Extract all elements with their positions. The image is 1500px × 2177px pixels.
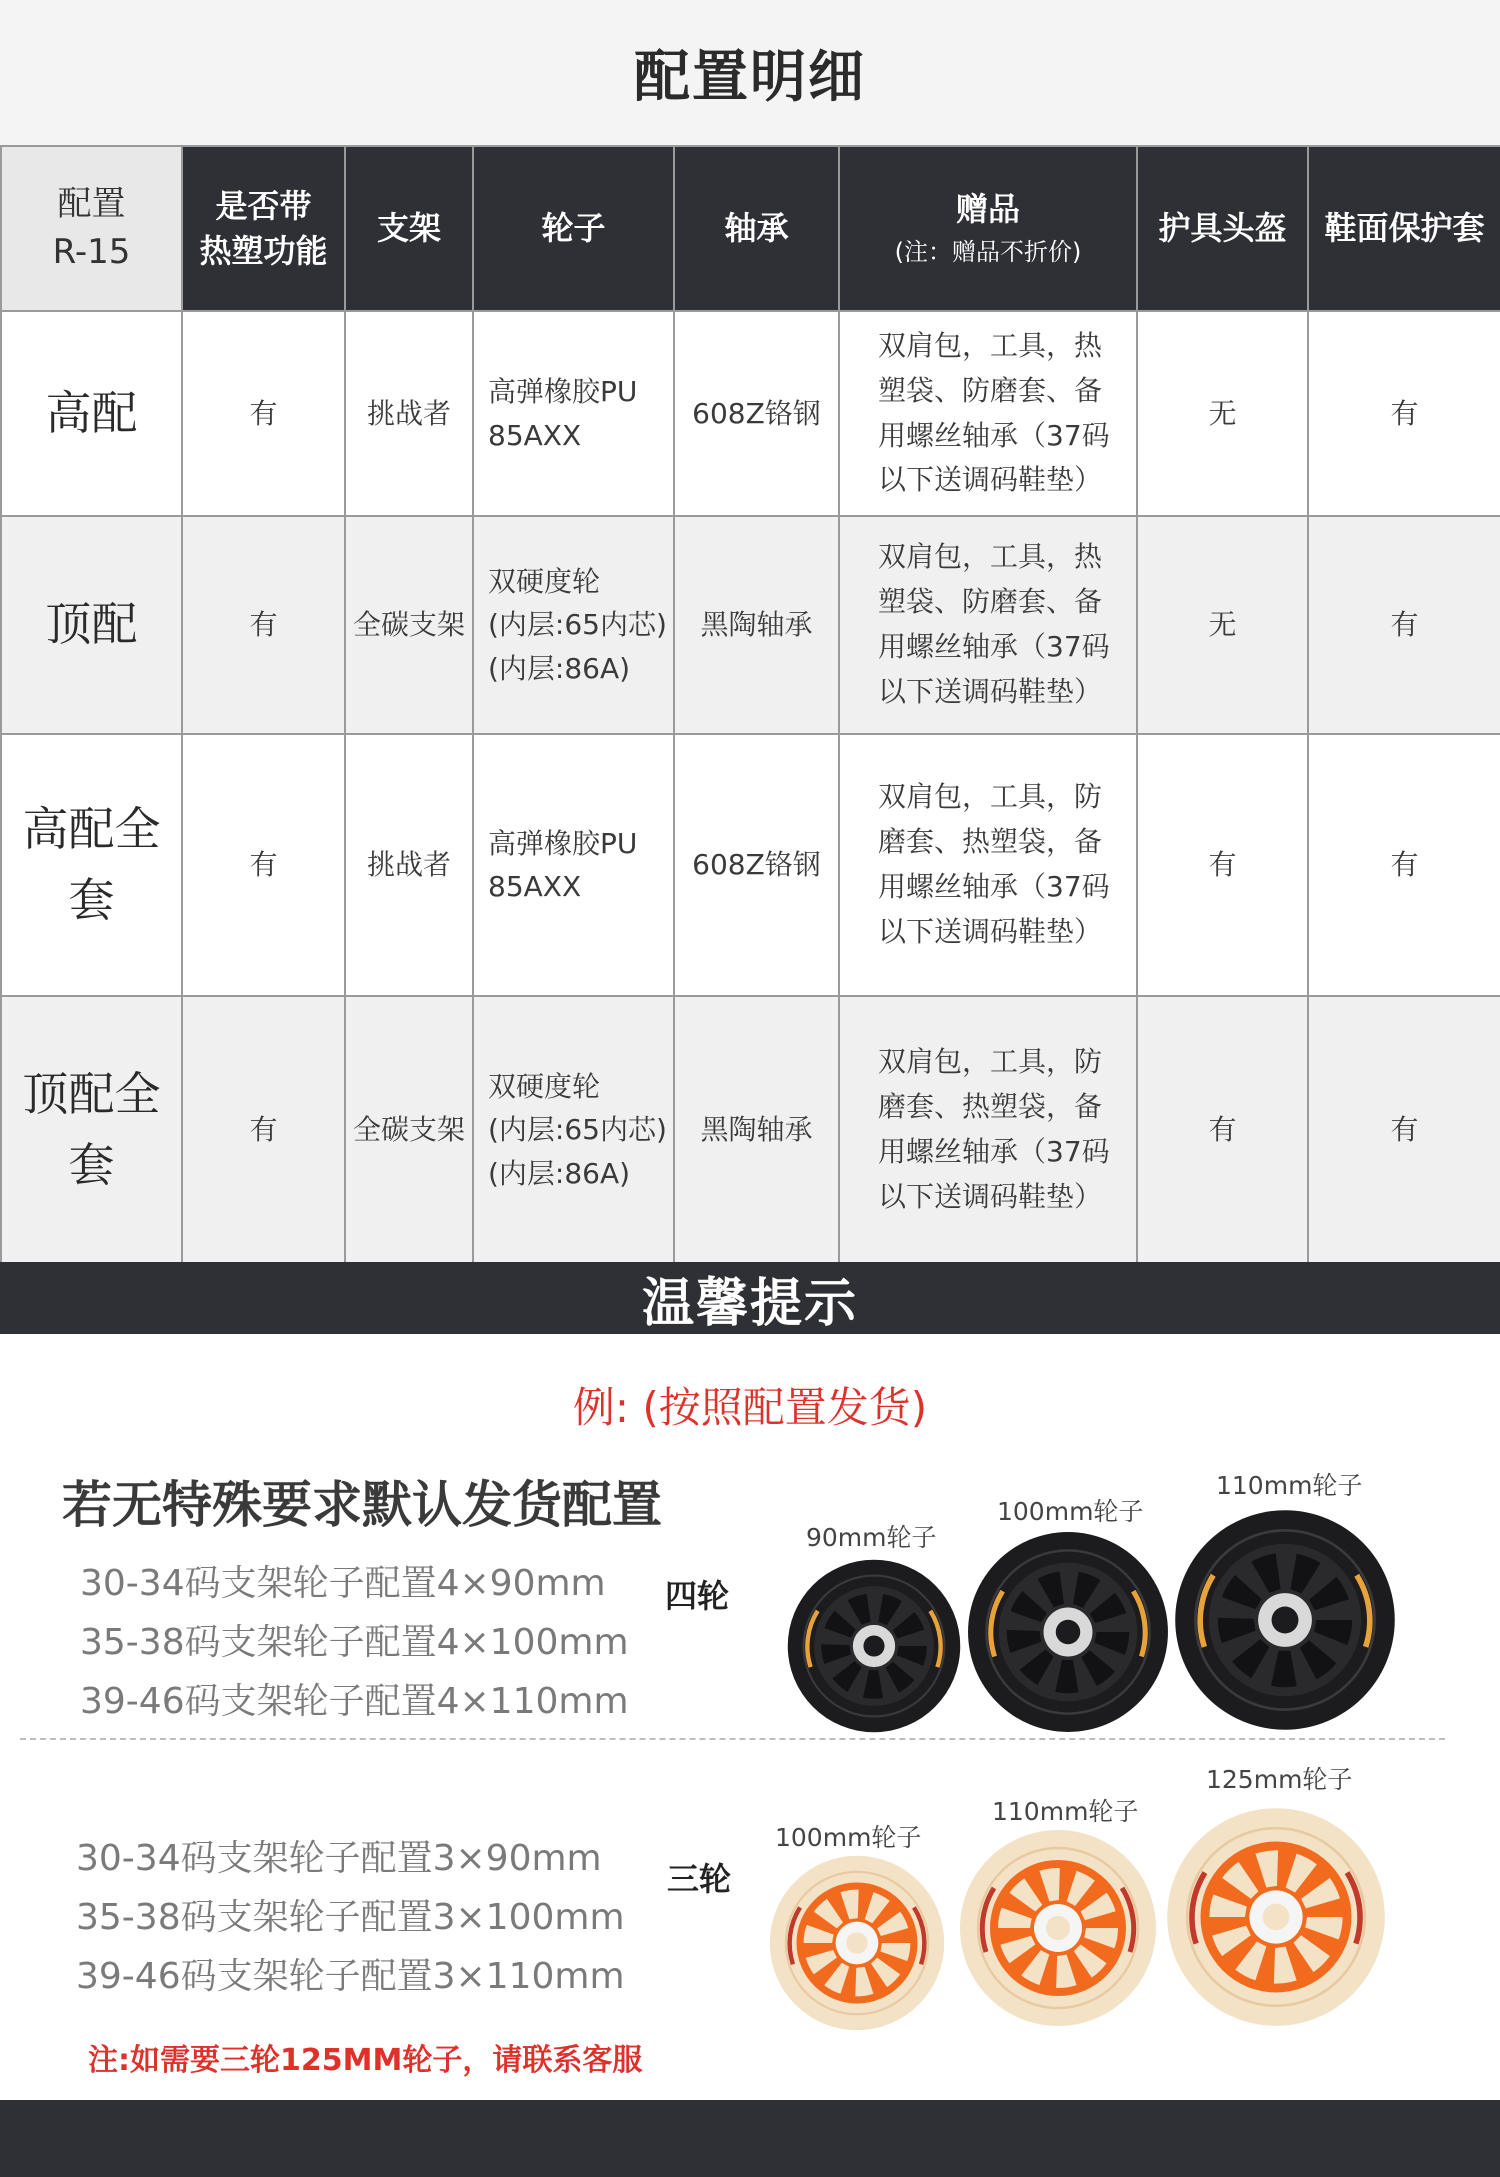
page-title: 配置明细 — [634, 44, 866, 110]
header-cover — [1308, 146, 1500, 311]
bottom-bar — [0, 2100, 1500, 2177]
cell-frame: 全碳支架 — [345, 516, 473, 734]
cell-wheel-line: 双硬度轮 — [488, 1069, 601, 1103]
cell-frame: 挑战者 — [345, 311, 473, 516]
cell-cover: 有 — [1308, 996, 1500, 1264]
example-text: 例: (按照配置发货) — [572, 1383, 928, 1432]
table-corner-header — [1, 146, 182, 311]
header-thermo — [182, 146, 345, 311]
cell-bearing: 黑陶轴承 — [674, 996, 839, 1264]
cell-gift-line: 用螺丝轴承（37码 — [878, 630, 1110, 663]
tips-bar — [0, 1262, 1500, 1334]
cell-wheel-line: (内层:65内芯) — [488, 1113, 667, 1147]
cell-frame: 挑战者 — [345, 734, 473, 996]
four-wheel-config-line: 39-46码支架轮子配置4×110mm — [80, 1681, 629, 1722]
cell-gift-line: 双肩包，工具，防 — [878, 780, 1103, 814]
cell-wheel — [473, 734, 674, 996]
cell-gift-line: 用螺丝轴承（37码 — [878, 1135, 1110, 1168]
cell-wheel-line: 85AXX — [488, 870, 582, 903]
row-config-name: 高配 — [1, 311, 182, 516]
table-row — [1, 996, 1500, 1264]
header-gift-label: 赠品 — [955, 190, 1020, 229]
cell-helmet: 无 — [1137, 516, 1308, 734]
cell-wheel-line: 85AXX — [488, 418, 582, 452]
header-thermo-line1: 是否带 — [215, 186, 312, 225]
black-wheel-image — [966, 1530, 1170, 1734]
cell-cover: 有 — [1308, 311, 1500, 516]
header-wheel-label: 轮子 — [541, 209, 606, 248]
cell-gift — [839, 996, 1137, 1264]
cell-gift-line: 用螺丝轴承（37码 — [878, 870, 1110, 903]
orange-wheel-image — [958, 1828, 1158, 2028]
header-helmet-label: 护具头盔 — [1158, 209, 1287, 248]
cell-gift-line: 塑袋、防磨套、备 — [878, 373, 1103, 407]
section-divider — [20, 1738, 1445, 1740]
header-bearing-label: 轴承 — [724, 209, 789, 248]
header-helmet — [1137, 146, 1308, 311]
cell-wheel-line: (内层:86A) — [488, 651, 631, 685]
tips-title: 温馨提示 — [641, 1273, 858, 1334]
cell-bearing: 608Z铬钢 — [674, 311, 839, 516]
cell-gift-line: 双肩包，工具，热 — [878, 540, 1103, 574]
cell-bearing: 608Z铬钢 — [674, 734, 839, 996]
four-wheel-config-line: 30-34码支架轮子配置4×90mm — [80, 1563, 606, 1604]
cell-gift-line: 双肩包，工具，防 — [878, 1045, 1103, 1079]
cell-wheel — [473, 311, 674, 516]
cell-gift-line: 磨套、热塑袋，备 — [878, 1090, 1103, 1124]
cell-gift-line: 双肩包，工具，热 — [878, 328, 1103, 362]
three-wheel-config-line: 39-46码支架轮子配置3×110mm — [76, 1956, 625, 1997]
cell-gift-line: 以下送调码鞋垫） — [878, 674, 1103, 708]
cell-cover: 有 — [1308, 516, 1500, 734]
wheel-axle-hole — [1056, 1620, 1080, 1644]
cell-gift — [839, 734, 1137, 996]
four-wheel-config-line: 35-38码支架轮子配置4×100mm — [80, 1622, 629, 1663]
cell-gift — [839, 311, 1137, 516]
header-thermo-line2: 热塑功能 — [199, 231, 328, 270]
header-wheel — [473, 146, 674, 311]
wheel-axle-hole — [1263, 1904, 1290, 1931]
cell-bearing: 黑陶轴承 — [674, 516, 839, 734]
wheel-size-label: 100mm轮子 — [775, 1823, 922, 1852]
header-frame — [345, 146, 473, 311]
title-bar — [0, 0, 1500, 145]
row-config-name: 高配全套 — [1, 734, 182, 996]
config-table — [0, 145, 1500, 1265]
header-gift-note: (注：赠品不折价) — [894, 238, 1082, 267]
table-header-row — [1, 146, 1500, 311]
four-wheel-label: 四轮 — [665, 1577, 730, 1615]
cell-thermo: 有 — [182, 734, 345, 996]
cell-helmet: 有 — [1137, 996, 1308, 1264]
corner-model: R-15 — [52, 231, 131, 272]
cell-gift-line: 磨套、热塑袋，备 — [878, 825, 1103, 859]
header-gift — [839, 146, 1137, 311]
wheel-size-label: 110mm轮子 — [992, 1797, 1139, 1826]
cell-thermo: 有 — [182, 516, 345, 734]
cell-wheel-line: (内层:65内芯) — [488, 608, 667, 642]
cell-helmet: 无 — [1137, 311, 1308, 516]
corner-label: 配置 — [57, 183, 126, 224]
black-wheel-image — [786, 1558, 962, 1734]
header-frame-label: 支架 — [376, 209, 441, 248]
wheel-size-label: 90mm轮子 — [806, 1523, 937, 1552]
cell-gift-line: 以下送调码鞋垫） — [878, 463, 1103, 497]
cell-thermo: 有 — [182, 311, 345, 516]
table-row — [1, 516, 1500, 734]
three-wheel-config-line: 35-38码支架轮子配置3×100mm — [76, 1897, 625, 1938]
wheel-size-label: 110mm轮子 — [1216, 1471, 1363, 1500]
wheel-axle-hole — [1046, 1916, 1070, 1940]
cell-gift-line: 以下送调码鞋垫） — [878, 914, 1103, 948]
cell-wheel — [473, 996, 674, 1264]
note-text: 注:如需要三轮125MM轮子，请联系客服 — [88, 2043, 643, 2078]
cell-helmet: 有 — [1137, 734, 1308, 996]
header-bearing — [674, 146, 839, 311]
black-wheel-image — [1173, 1508, 1397, 1732]
header-cover-label: 鞋面保护套 — [1324, 209, 1485, 248]
orange-wheel-image — [1165, 1806, 1387, 2028]
cell-gift-line: 以下送调码鞋垫） — [878, 1179, 1103, 1213]
wheel-size-label: 125mm轮子 — [1206, 1765, 1353, 1794]
cell-gift — [839, 516, 1137, 734]
cell-wheel — [473, 516, 674, 734]
cell-wheel-line: 高弹橡胶PU — [488, 826, 638, 860]
wheel-size-label: 100mm轮子 — [997, 1497, 1144, 1526]
cell-wheel-line: (内层:86A) — [488, 1156, 631, 1190]
table-row — [1, 734, 1500, 996]
cell-wheel-line: 双硬度轮 — [488, 564, 601, 598]
cell-cover: 有 — [1308, 734, 1500, 996]
cell-wheel-line: 高弹橡胶PU — [488, 375, 638, 409]
wheel-axle-hole — [1272, 1607, 1299, 1634]
cell-frame: 全碳支架 — [345, 996, 473, 1264]
default-config-title: 若无特殊要求默认发货配置 — [62, 1476, 662, 1534]
cell-gift-line: 塑袋、防磨套、备 — [878, 585, 1103, 619]
wheel-axle-hole — [863, 1635, 884, 1656]
three-wheel-config-line: 30-34码支架轮子配置3×90mm — [76, 1838, 602, 1879]
cell-gift-line: 用螺丝轴承（37码 — [878, 418, 1110, 452]
orange-wheel-image — [768, 1854, 946, 2032]
table-row — [1, 311, 1500, 516]
cell-thermo: 有 — [182, 996, 345, 1264]
three-wheel-label: 三轮 — [667, 1860, 732, 1898]
wheel-axle-hole — [846, 1932, 867, 1953]
row-config-name: 顶配 — [1, 516, 182, 734]
row-config-name: 顶配全套 — [1, 996, 182, 1264]
